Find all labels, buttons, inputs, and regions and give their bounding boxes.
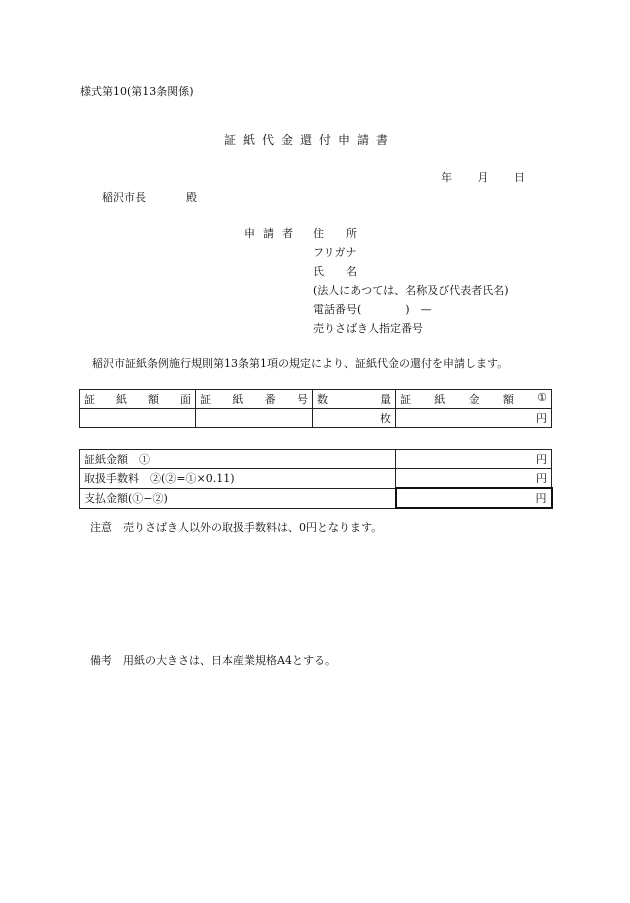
header-char: 額 <box>502 393 514 406</box>
header-char: 金 <box>468 393 480 406</box>
summary-row-stamp-amount <box>80 450 552 469</box>
remarks: 備考 用紙の大きさは、日本産業規格A4とする。 <box>90 654 336 667</box>
header-char: 紙 <box>434 393 446 406</box>
header-char: 数 <box>317 393 328 406</box>
header-char: 額 <box>148 393 159 406</box>
addressee <box>102 189 197 205</box>
unit-yen: 円 <box>536 412 547 425</box>
date-year: 年 <box>441 171 452 184</box>
cell-stamp-amount[interactable] <box>396 409 552 428</box>
unit-sheets: 枚 <box>380 412 391 425</box>
field-phone: 電話番号( ) — <box>313 303 432 316</box>
cell-quantity[interactable] <box>313 409 396 428</box>
addressee-honorific: 殿 <box>186 191 197 204</box>
header-stamp-number <box>196 390 313 409</box>
header-stamp-face <box>80 390 196 409</box>
date-line <box>441 169 525 185</box>
unit-yen: 円 <box>535 492 547 505</box>
address-char-2: 所 <box>346 227 357 240</box>
field-furigana: フリガナ <box>313 246 357 259</box>
field-seller-number: 売りさばき人指定番号 <box>313 322 423 335</box>
cell-stamp-number[interactable] <box>196 409 313 428</box>
header-char: 証 <box>84 393 95 406</box>
summary-row-handling-fee <box>80 469 552 489</box>
header-char: ① <box>537 391 547 404</box>
date-month: 月 <box>477 171 489 184</box>
date-day: 日 <box>514 171 525 184</box>
header-char: 量 <box>380 393 391 406</box>
cell-stamp-face[interactable] <box>80 409 196 428</box>
summary-label: 取扱手数料 ②(②=①×0.11) <box>80 469 396 489</box>
applicant-label: 申請者 <box>244 227 301 240</box>
header-char: 紙 <box>232 393 244 406</box>
summary-value-payment[interactable] <box>396 488 552 508</box>
statement: 稲沢市証紙条例施行規則第13条第1項の規定により、証紙代金の還付を申請します。 <box>92 357 509 370</box>
addressee-name: 稲沢市長 <box>102 191 146 204</box>
header-quantity <box>313 390 396 409</box>
address-char-1: 住 <box>313 227 324 240</box>
header-char: 紙 <box>116 393 127 406</box>
unit-yen: 円 <box>536 453 547 466</box>
stamp-table <box>79 389 552 428</box>
header-char: 証 <box>400 393 411 406</box>
summary-value-stamp-amount[interactable] <box>396 450 552 469</box>
stamp-table-row <box>80 409 552 428</box>
header-stamp-amount <box>396 390 552 409</box>
header-char: 番 <box>264 393 276 406</box>
summary-value-handling-fee[interactable] <box>396 469 552 489</box>
field-name <box>313 263 357 279</box>
stamp-table-header <box>80 390 552 409</box>
name-char-2: 名 <box>346 265 357 278</box>
field-corp-note: (法人にあつては、名称及び代表者氏名) <box>313 284 509 297</box>
summary-label: 支払金額(①−②) <box>80 488 396 508</box>
field-address <box>313 225 357 241</box>
summary-row-payment <box>80 488 552 508</box>
header-char: 証 <box>200 393 211 406</box>
header-char: 面 <box>180 393 191 406</box>
summary-label: 証紙金額 ① <box>80 450 396 469</box>
unit-yen: 円 <box>536 472 547 485</box>
form-number: 様式第10(第13条関係) <box>80 85 194 98</box>
name-char-1: 氏 <box>313 265 324 278</box>
summary-table <box>79 449 553 509</box>
note: 注意 売りさばき人以外の取扱手数料は、0円となります。 <box>90 521 383 534</box>
document-title: 証紙代金還付申請書 <box>224 133 396 147</box>
header-char: 号 <box>296 393 308 406</box>
